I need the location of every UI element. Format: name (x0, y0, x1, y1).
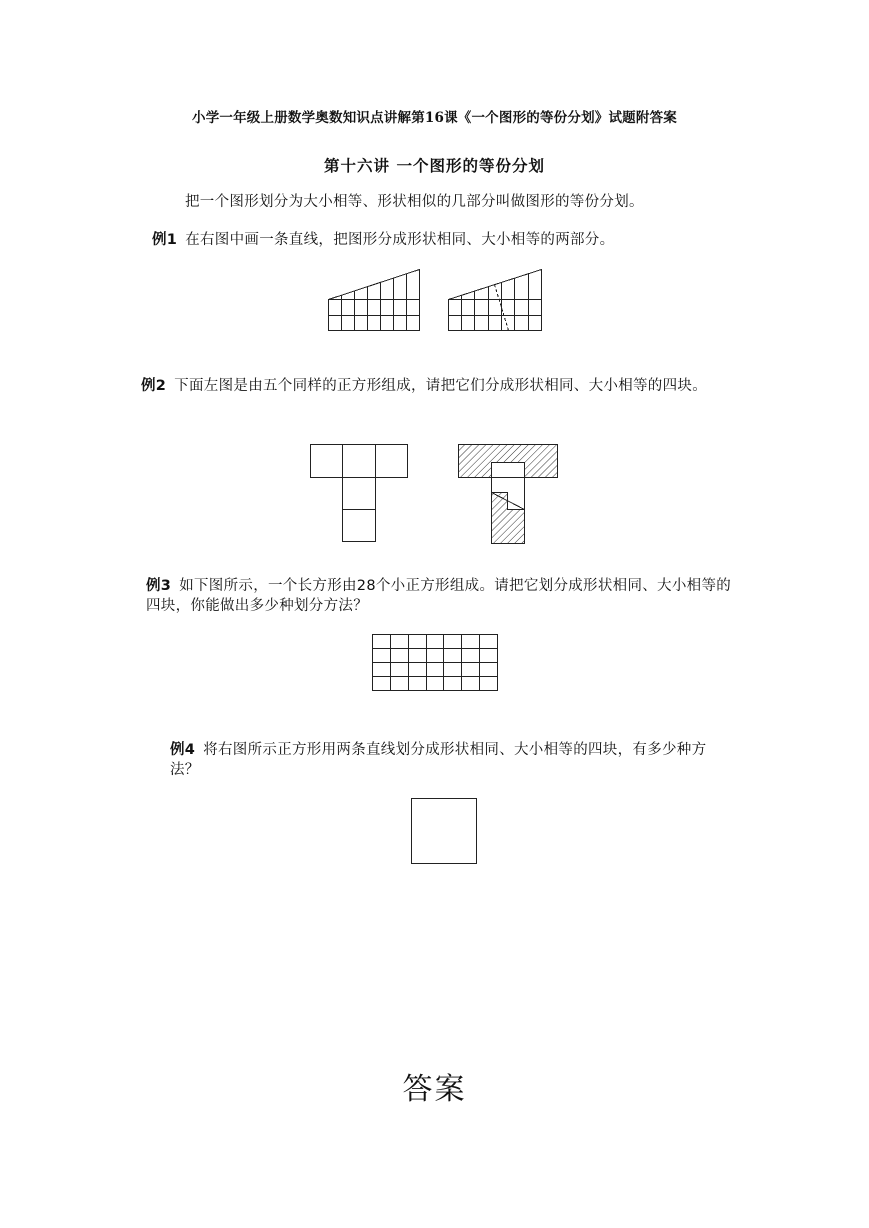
example-3-figure (372, 634, 500, 694)
grid-cell (427, 663, 444, 677)
grid-cell (462, 677, 480, 691)
grid-cell (462, 649, 480, 663)
example-1-text: 在右图中画一条直线，把图形分成形状相同、大小相等的两部分。 (185, 232, 615, 248)
example-3-text: 如下图所示，一个长方形由28个小正方形组成。请把它划分成形状相同、大小相等的四块，你能做出多少种划分方法？ (146, 578, 732, 614)
example-2 (141, 376, 741, 396)
example-1-figure-right (448, 268, 544, 332)
lesson-title: 第十六讲 一个图形的等份分划 (324, 157, 545, 175)
grid-cell (391, 635, 409, 649)
grid-cell (409, 677, 427, 691)
example-2-text: 下面左图是由五个同样的正方形组成，请把它们分成形状相同、大小相等的四块。 (174, 378, 707, 394)
grid-cell (462, 663, 480, 677)
example-4-figure (411, 798, 479, 866)
example-3 (146, 576, 736, 616)
example-4-text: 将右图所示正方形用两条直线划分成形状相同、大小相等的四块，有多少种方法？ (170, 742, 707, 778)
example-2-label: 例2 (141, 378, 167, 394)
example-4 (170, 740, 730, 780)
grid-cell (409, 649, 427, 663)
grid-cell (373, 635, 391, 649)
grid-cell (391, 677, 409, 691)
grid-cell (444, 635, 462, 649)
grid-cell (480, 663, 498, 677)
intro-paragraph: 把一个图形划分为大小相等、形状相似的几部分叫做图形的等份分划。 (185, 194, 644, 210)
grid-cell (444, 649, 462, 663)
document-title: 小学一年级上册数学奥数知识点讲解第16课《一个图形的等份分划》试题附答案 (192, 110, 677, 126)
grid-cell (391, 649, 409, 663)
grid-cell (409, 635, 427, 649)
answer-heading: 答案 (402, 1072, 467, 1107)
example-2-figure-right (458, 444, 560, 546)
grid-cell (462, 635, 480, 649)
grid-cell (373, 649, 391, 663)
grid-cell (373, 677, 391, 691)
grid-cell (427, 649, 444, 663)
grid-cell (480, 649, 498, 663)
grid-cell (391, 663, 409, 677)
grid-cell (444, 677, 462, 691)
grid-cell (480, 635, 498, 649)
grid-cell (444, 663, 462, 677)
grid-cell (409, 663, 427, 677)
example-1-label: 例1 (152, 232, 178, 248)
example-3-label: 例3 (146, 578, 172, 594)
example-2-figure-left (310, 444, 410, 544)
grid-cell (480, 677, 498, 691)
grid-cell (373, 663, 391, 677)
square-outline (412, 799, 477, 864)
example-4-label: 例4 (170, 742, 196, 758)
example-1 (152, 230, 614, 250)
example-1-figure-left (328, 268, 422, 332)
grid-cell (427, 635, 444, 649)
grid-cell (427, 677, 444, 691)
